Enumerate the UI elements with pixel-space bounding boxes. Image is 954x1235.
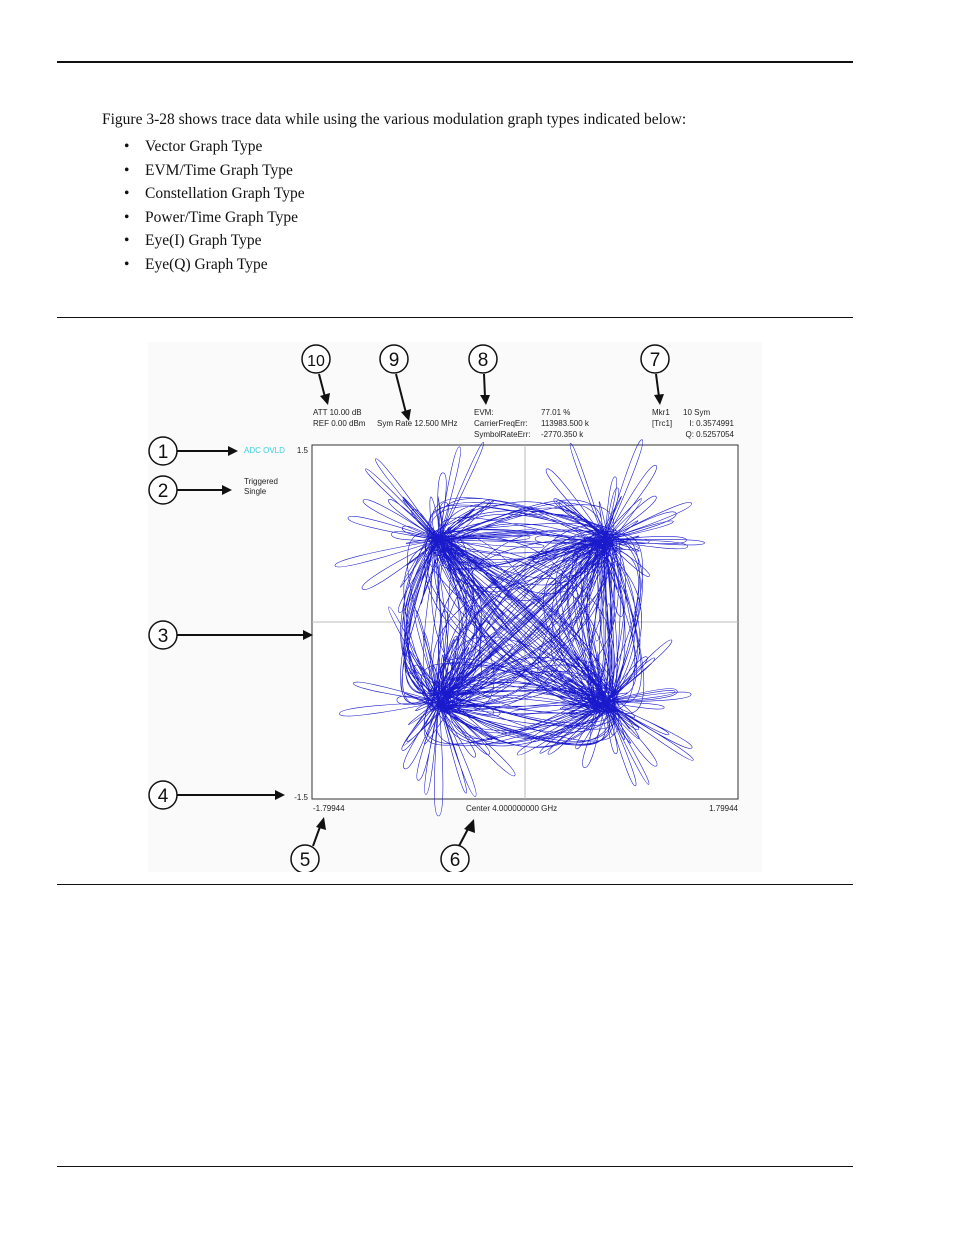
callout-8: 8 (477, 350, 489, 371)
list-item-label: Eye(Q) Graph Type (145, 255, 268, 273)
callout-2: 2 (157, 481, 169, 502)
arrow-6-head (464, 819, 475, 833)
vector-graph-figure (148, 342, 762, 872)
figure-canvas (148, 342, 762, 872)
bullet-icon: • (124, 255, 130, 273)
list-item-label: Eye(I) Graph Type (145, 232, 262, 249)
callout-7: 7 (649, 350, 661, 371)
arrow-9 (396, 374, 406, 413)
top-rule (57, 61, 853, 63)
bullet-icon: • (124, 185, 130, 202)
bullet-icon: • (124, 232, 130, 249)
callout-1: 1 (157, 442, 169, 463)
bullet-icon: • (124, 208, 130, 226)
trace-label: [Trc1] (652, 419, 673, 428)
list-item (124, 136, 305, 160)
arrow-1-head (228, 446, 238, 456)
list-item-label: Vector Graph Type (145, 138, 263, 155)
symbol-rate-err-value: -2770.350 k (541, 430, 584, 439)
arrow-8-head (480, 395, 490, 405)
marker-sym: 10 Sym (683, 408, 711, 417)
callout-4: 4 (157, 786, 169, 807)
figure-bottom-rule (57, 884, 853, 885)
arrow-7 (656, 374, 659, 397)
marker-q-value: Q: 0.5257054 (685, 430, 734, 439)
list-item-label: Power/Time Graph Type (145, 208, 299, 226)
callout-6: 6 (449, 850, 461, 871)
adc-overload-indicator: ADC OVLD (244, 446, 285, 455)
bullet-icon: • (124, 138, 130, 155)
list-item-label: Constellation Graph Type (145, 185, 305, 202)
y-axis-bottom-label: -1.5 (294, 793, 308, 802)
att-readout: ATT 10.00 dB (313, 408, 362, 417)
sweep-mode-status: Single (244, 487, 267, 496)
y-axis-top-label: 1.5 (296, 446, 308, 455)
callout-3: 3 (157, 626, 169, 647)
marker-label: Mkr1 (652, 408, 670, 417)
bullet-icon: • (124, 161, 130, 179)
callout-10: 10 (307, 353, 325, 370)
arrow-5-head (316, 817, 326, 830)
center-frequency-label: Center 4.000000000 GHz (466, 804, 558, 813)
ref-readout: REF 0.00 dBm (313, 419, 366, 428)
intro-paragraph: Figure 3-28 shows trace data while using the various modulation graph types indicated below: (102, 111, 687, 128)
marker-i-value: I: 0.3574991 (689, 419, 734, 428)
x-axis-left-label: -1.79944 (313, 804, 345, 813)
bottom-rule (57, 1166, 853, 1167)
callout-5: 5 (299, 850, 311, 871)
arrow-4-head (275, 790, 285, 800)
sym-rate-readout: Sym Rate 12.500 MHz (377, 419, 458, 428)
graph-type-list (124, 136, 305, 277)
arrow-7-head (654, 394, 664, 405)
arrow-10 (319, 374, 325, 397)
symbol-rate-err-label: SymbolRateErr: (474, 430, 531, 439)
evm-label: EVM: (474, 408, 494, 417)
list-item (124, 160, 305, 184)
carrier-freq-err-value: 113983.500 k (541, 419, 589, 428)
list-item (124, 183, 305, 207)
figure-top-rule (57, 317, 853, 318)
triggered-status: Triggered (244, 477, 278, 486)
arrow-8 (484, 374, 485, 397)
arrow-10-head (320, 393, 330, 405)
x-axis-right-label: 1.79944 (709, 804, 738, 813)
carrier-freq-err-label: CarrierFreqErr: (474, 419, 528, 428)
list-item (124, 230, 305, 254)
evm-value: 77.01 % (541, 408, 571, 417)
list-item (124, 254, 305, 278)
list-item (124, 207, 305, 231)
arrow-2-head (222, 485, 232, 495)
list-item-label: EVM/Time Graph Type (145, 161, 293, 179)
callout-9: 9 (388, 350, 400, 371)
